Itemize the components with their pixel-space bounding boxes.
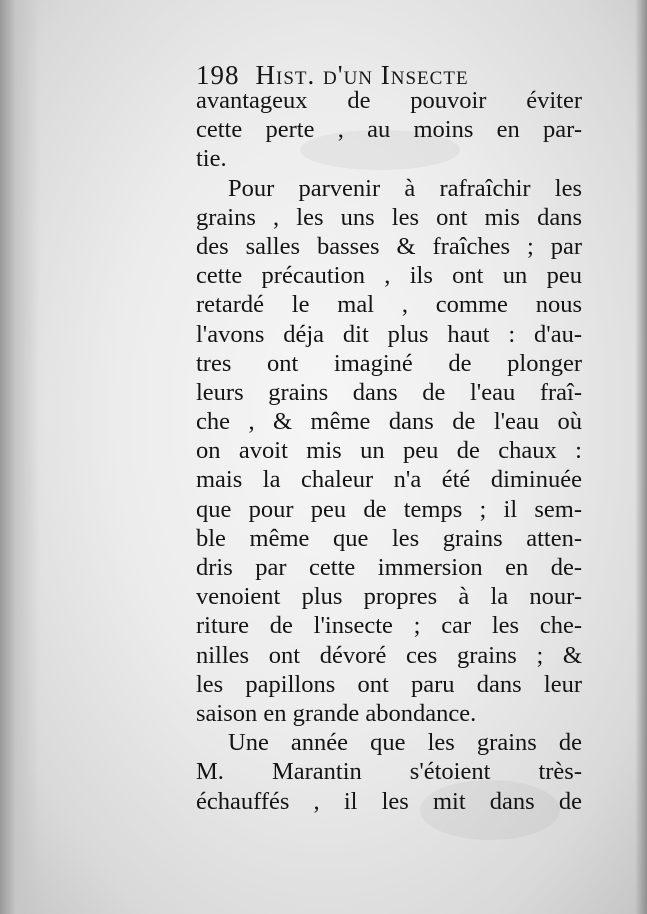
text-line: que pour peu de temps ; il sem- [196, 495, 582, 523]
text-line: on avoit mis un peu de chaux : [196, 437, 582, 465]
text-line: venoient plus propres à la nour- [196, 583, 582, 611]
text-line: cette perte , au moins en par- [196, 116, 582, 144]
text-line: des salles basses & fraîches ; par [196, 232, 582, 260]
text-line: cette précaution , ils ont un peu [196, 262, 582, 290]
text-line: che , & même dans de l'eau où [196, 408, 582, 436]
page-number: 198 [196, 60, 240, 90]
text-line: saison en grande abondance. [196, 699, 477, 727]
text-line: M. Marantin s'étoient très- [196, 758, 582, 786]
text-line: tie. [196, 145, 227, 173]
text-line: échauffés , il les mit dans de [196, 787, 582, 815]
text-line: Pour parvenir à rafraîchir les [228, 174, 582, 202]
binding-shadow [0, 0, 40, 914]
text-line: Une année que les grains de [228, 729, 582, 757]
text-line: leurs grains dans de l'eau fraî- [196, 378, 582, 406]
text-line: grains , les uns les ont mis dans [196, 203, 582, 231]
page-edge [635, 0, 647, 914]
text-line: dris par cette immersion en de- [196, 554, 582, 581]
text-line: mais la chaleur n'a été diminuée [196, 466, 582, 494]
text-line: riture de l'insecte ; car les che- [196, 612, 582, 640]
text-line: les papillons ont paru dans leur [196, 670, 582, 698]
text-line: nilles ont dévoré ces grains ; & [196, 641, 582, 669]
text-line: retardé le mal , comme nous [196, 291, 582, 319]
running-title: Hist. d'un Insecte [255, 60, 469, 90]
text-line: avantageux de pouvoir éviter [196, 87, 582, 114]
text-line: l'avons déja dit plus haut : d'au- [196, 320, 582, 348]
text-line: tres ont imaginé de plonger [196, 349, 582, 377]
text-line: ble même que les grains atten- [196, 524, 582, 552]
body-text [196, 86, 582, 816]
